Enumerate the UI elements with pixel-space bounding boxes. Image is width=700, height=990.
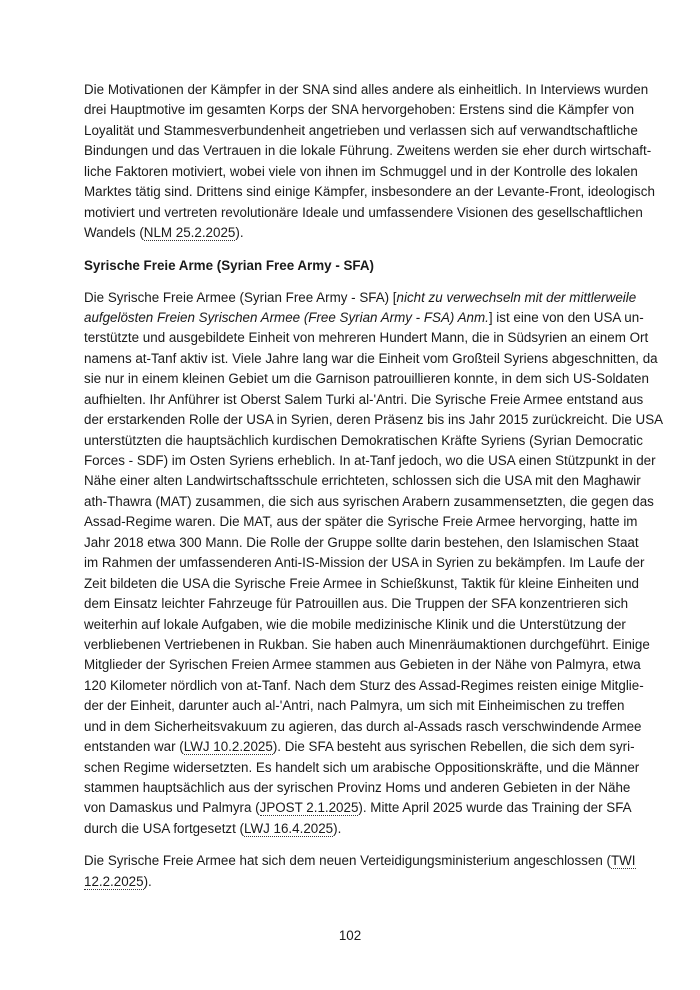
text-line: Marktes tätig sind. Drittens sind einige Kämpfer, insbesondere an der Levante-Front, ideologisch	[84, 184, 655, 200]
text-line: Bindungen und das Vertrauen in die lokale Führung. Zweitens werden sie eher durch wirtschaft-	[84, 143, 652, 159]
text-segment: Wandels (	[84, 225, 144, 241]
text-line: namens at-Tanf aktiv ist. Viele Jahre lang war die Einheit vom Großteil Syriens abgeschnitten, da	[84, 350, 658, 366]
text-line	[84, 798, 632, 818]
text-line: motiviert und vertreten revolutionäre Ideale und umfassendere Visionen des gesellschaftlichen	[84, 204, 643, 220]
text-line: Die Motivationen der Kämpfer in der SNA sind alles andere als einheitlich. In Interviews wurden	[84, 82, 649, 97]
paragraph-sfa-ministry	[84, 851, 636, 892]
source-link-lwj-feb[interactable]: LWJ 10.2.2025	[183, 739, 273, 755]
text-line: Nähe einer alten Landwirtschaftsschule errichteten, schlossen sich die USA mit den Maghawir	[84, 473, 641, 489]
text-line: im Rahmen der umfassenderen Anti-IS-Mission der USA in Syrien zu bekämpfen. Im Laufe der	[84, 555, 645, 571]
text-segment: ] ist eine von den USA un-	[488, 309, 644, 325]
source-link-twi[interactable]: TWI	[610, 853, 636, 869]
text-line	[84, 737, 635, 757]
paragraph-sfa-description	[84, 288, 664, 840]
text-line: Mitglieder der Syrischen Freien Armee stammen aus Gebieten in der Nähe von Palmyra, etwa	[84, 657, 641, 673]
text-line	[84, 288, 637, 308]
page-number: 102	[338, 928, 362, 943]
page-body	[84, 80, 664, 904]
text-segment: von Damaskus und Palmyra (	[84, 800, 260, 816]
text-line: 120 Kilometer nördlich von at-Tanf. Nach dem Sturz des Assad-Regimes reisten einige Mitglie-	[84, 677, 644, 693]
text-line	[84, 872, 618, 892]
text-line: sie nur in einem kleinen Gebiet um die Garnison patrouillieren konnte, in dem sich US-Soldaten	[84, 371, 649, 387]
text-line: der der Einheit, darunter auch al-'Antri, nach Palmyra, um sich mit Einheimischen zu treffen	[84, 698, 625, 714]
text-line: dem Einsatz leichter Fahrzeuge für Patrouillen aus. Die Truppen der SFA konzentrieren sich	[84, 596, 629, 612]
text-line: Zeit bildeten die USA die Syrische Freie Armee in Schießkunst, Taktik für kleine Einheiten und	[84, 575, 640, 591]
editor-note: nicht zu verwechseln mit der mittlerweile	[396, 289, 637, 305]
section-heading: Syrische Freie Arme (Syrian Free Army - SFA)	[84, 257, 374, 273]
text-line: unterstützten die hauptsächlich kurdischen Demokratischen Kräfte Syriens (Syrian Democratic	[84, 432, 643, 448]
text-line: stammen hauptsächlich aus der syrischen Provinz Homs und anderen Gebieten in der Nähe	[84, 780, 631, 795]
text-segment: ). Mitte April 2025 wurde das Training der SFA	[358, 800, 632, 816]
source-link-lwj-apr[interactable]: LWJ 16.4.2025	[244, 820, 334, 836]
text-line: und in dem Sicherheitsvakuum zu agieren, das durch al-Assads rasch verschwindende Armee	[84, 718, 642, 734]
text-line: verbliebenen Vertriebenen in Rukban. Sie haben auch Minenräumaktionen durchgeführt. Einige	[84, 636, 650, 652]
text-line: aufhielten. Ihr Anführer ist Oberst Salem Turki al-'Antri. Die Syrische Freie Armee entstand aus	[84, 391, 644, 407]
source-link-twi-date[interactable]: 12.2.2025	[84, 873, 144, 889]
source-link-nlm[interactable]: NLM 25.2.2025	[143, 225, 236, 241]
text-segment: durch die USA fortgesetzt (	[84, 820, 245, 836]
text-line	[84, 851, 636, 871]
text-line: schen Regime widersetzten. Es handelt sich um arabische Oppositionskräfte, und die Männer	[84, 759, 640, 775]
editor-note: aufgelösten Freien Syrischen Armee (Free Syrian Army - FSA) Anm.	[84, 309, 489, 325]
text-line: der erstarkenden Rolle der USA in Syrien, deren Präsenz bis ins Jahr 2015 zurückreicht. Die USA	[84, 412, 664, 428]
text-line	[84, 223, 618, 243]
text-line: Jahr 2018 etwa 300 Mann. Die Rolle der Gruppe sollte darin bestehen, den Islamischen Staat	[84, 534, 639, 550]
text-segment: ). Die SFA besteht aus syrischen Rebellen, die sich dem syri-	[272, 739, 635, 755]
text-segment: ).	[143, 873, 152, 889]
text-line: liche Faktoren motiviert, wobei viele von ihnen im Schmuggel und in der Kontrolle des lokalen	[84, 163, 638, 179]
text-line: Assad-Regime waren. Die MAT, aus der später die Syrische Freie Armee hervorging, hatte im	[84, 514, 638, 530]
source-link-jpost[interactable]: JPOST 2.1.2025	[259, 800, 359, 816]
text-segment: Die Syrische Freie Armee (Syrian Free Army - SFA) [	[84, 289, 397, 305]
text-line: ath-Thawra (MAT) zusammen, die sich aus syrischen Arabern zusammensetzten, die gegen das	[84, 493, 654, 509]
text-segment: ).	[235, 225, 244, 241]
text-line	[84, 308, 644, 328]
text-line: terstützte und ausgebildete Einheit von mehreren Hundert Mann, die in Südsyrien an einem Ort	[84, 330, 649, 346]
text-line: weiterhin auf lokale Aufgaben, wie die mobile medizinische Klinik und die Unterstützung der	[84, 616, 626, 632]
text-segment: Die Syrische Freie Armee hat sich dem neuen Verteidigungsministerium angeschlossen (	[84, 853, 611, 869]
text-segment: entstanden war (	[84, 739, 184, 755]
text-segment: ).	[333, 820, 342, 836]
text-line: drei Hauptmotive im gesamten Korps der SNA hervorgehoben: Erstens sind die Kämpfer von	[84, 102, 635, 118]
paragraph-sna-motivations	[84, 80, 655, 244]
text-line	[84, 819, 618, 839]
text-line: Loyalität und Stammesverbundenheit angetrieben und verlassen sich auf verwandtschaftliche	[84, 122, 638, 138]
text-line: Forces - SDF) im Osten Syriens erheblich. In at-Tanf jedoch, wo die USA einen Stützpunkt in der	[84, 453, 656, 468]
